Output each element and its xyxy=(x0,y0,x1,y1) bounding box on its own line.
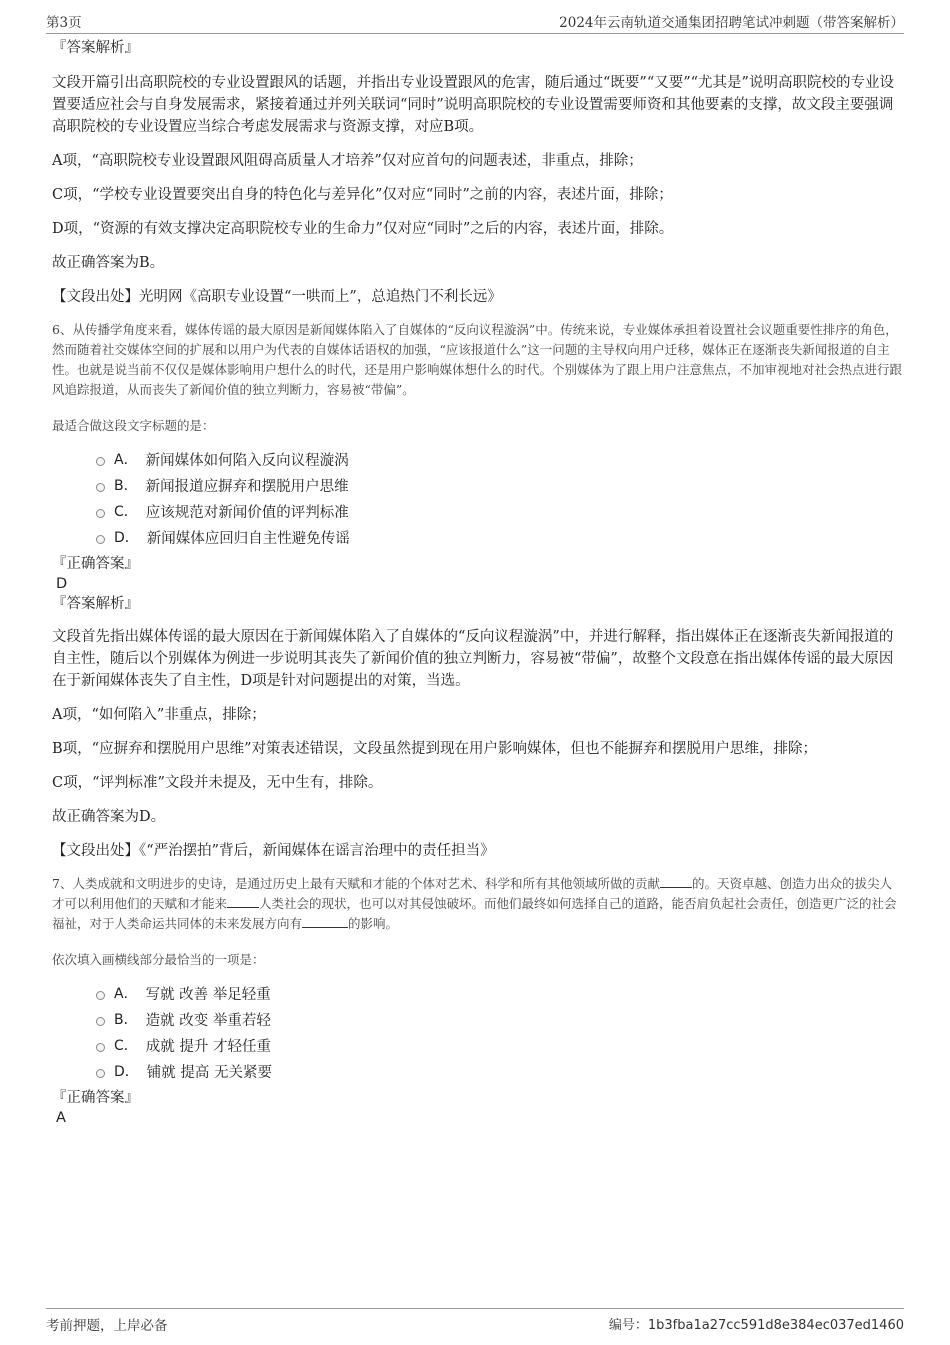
radio-icon[interactable] xyxy=(96,535,105,544)
analysis-option-d: D项，“资源的有效支撑决定高职院校专业的生命力”仅对应“同时”之后的内容，表述片面，排除。 xyxy=(52,221,674,237)
question-7-option-c[interactable]: C． 成就 提升 才轻任重 xyxy=(96,1032,902,1058)
radio-icon[interactable] xyxy=(96,1017,105,1026)
correct-answer: A xyxy=(56,1110,66,1126)
question-7-option-a[interactable]: A． 写就 改善 举足轻重 xyxy=(96,980,902,1006)
fill-blank-3 xyxy=(302,915,348,928)
page-header xyxy=(46,12,904,34)
fill-blank-1 xyxy=(660,875,692,888)
question-7-option-b[interactable]: B． 造就 改变 举重若轻 xyxy=(96,1006,902,1032)
correct-answer-label: 『正确答案』 xyxy=(52,1090,139,1106)
page-number: 第3页 xyxy=(46,15,82,31)
page-footer xyxy=(46,1308,904,1334)
answer-analysis-label: 『答案解析』 xyxy=(52,596,139,612)
analysis-option-a: A项，“高职院校专业设置跟风阻碍高质量人才培养”仅对应首句的问题表述，非重点，排除； xyxy=(52,153,643,169)
question-7-options xyxy=(96,980,902,1084)
question-6-stem: 6、从传播学角度来看，媒体传谣的最大原因是新闻媒体陷入了自媒体的“反向议程漩涡”中。传统来说，专业媒体承担着设置社会议题重要性排序的角色，然而随着社交媒体空间的扩展和以用户为代表的自媒体话语权的加强，“应该报道什么”这一问题的主导权向用户迁移，媒体正在逐渐丧失新闻报道的自主性。也就是说当前不仅仅是媒体影响用户想什么的时代，还是用户影响媒体想什么的时代。个别媒体为了跟上用户注意焦点，不加审视地对社会热点进行跟风追踪报道，从而丧失了新闻价值的独立判断力，容易被“带偏”。 xyxy=(52,322,903,397)
correct-answer: D xyxy=(56,576,68,592)
question-7-option-d[interactable]: D． 铺就 提高 无关紧要 xyxy=(96,1058,902,1084)
answer-analysis-text: 文段开篇引出高职院校的专业设置跟风的话题，并指出专业设置跟风的危害，随后通过“既要”“又要”“尤其是”说明高职院校的专业设置要适应社会与自身发展需求，紧接着通过并列关联词“同时”说明高职院校的专业设置需要师资和其他要素的支撑，故文段主要强调高职院校的专业设置应当综合考虑发展需求与资源支撑，对应B项。 xyxy=(52,75,894,135)
page-content xyxy=(52,38,902,1128)
question-6-option-b[interactable]: B． 新闻报道应摒弃和摆脱用户思维 xyxy=(96,472,902,498)
analysis-option-b: B项，“应摒弃和摆脱用户思维”对策表述错误，文段虽然提到现在用户影响媒体，但也不能摒弃和摆脱用户思维，排除； xyxy=(52,741,817,757)
radio-icon[interactable] xyxy=(96,991,105,1000)
radio-icon[interactable] xyxy=(96,509,105,518)
passage-source: 【文段出处】《“严治摆拍”背后，新闻媒体在谣言治理中的责任担当》 xyxy=(52,843,495,859)
correct-answer-label: 『正确答案』 xyxy=(52,556,139,572)
analysis-option-c: C项，“评判标准”文段并未提及，无中生有，排除。 xyxy=(52,775,383,791)
analysis-option-c: C项，“学校专业设置要突出自身的特色化与差异化”仅对应“同时”之前的内容，表述片面，排除； xyxy=(52,187,673,203)
question-6-option-d[interactable]: D． 新闻媒体应回归自主性避免传谣 xyxy=(96,524,902,550)
radio-icon[interactable] xyxy=(96,1069,105,1078)
fill-blank-2 xyxy=(227,895,259,908)
passage-source: 【文段出处】光明网《高职专业设置“一哄而上”，总追热门不利长远》 xyxy=(52,289,502,305)
question-6-option-c[interactable]: C． 应该规范对新闻价值的评判标准 xyxy=(96,498,902,524)
radio-icon[interactable] xyxy=(96,457,105,466)
document-id: 编号：1b3fba1a27cc591d8e384ec037ed1460 xyxy=(608,1318,904,1333)
question-7-stem: 7、人类成就和文明进步的史诗，是通过历史上最有天赋和才能的个体对艺术、科学和所有其他领域所做的贡献 的。天资卓越、创造力出众的拔尖人才可以利用他们的天赋和才能来 人类社会的现状，也可以对其侵蚀破坏。而他们最终如何选择自己的道路，能否肩负起社会责任，创造更广泛的社会福祉，对于人类命运共同体的未来发展方向有 的影响。 xyxy=(52,876,897,931)
question-6-options xyxy=(96,446,902,550)
answer-analysis-label: 『答案解析』 xyxy=(52,40,139,56)
question-7-prompt: 依次填入画横线部分最恰当的一项是： xyxy=(52,952,265,967)
radio-icon[interactable] xyxy=(96,1043,105,1052)
answer-conclusion: 故正确答案为D。 xyxy=(52,809,166,825)
radio-icon[interactable] xyxy=(96,483,105,492)
question-6-prompt: 最适合做这段文字标题的是： xyxy=(52,418,215,433)
footer-slogan: 考前押题，上岸必备 xyxy=(46,1318,168,1334)
document-title: 2024年云南轨道交通集团招聘笔试冲刺题（带答案解析） xyxy=(559,15,904,31)
answer-analysis-text: 文段首先指出媒体传谣的最大原因在于新闻媒体陷入了自媒体的“反向议程漩涡”中，并进行解释，指出媒体正在逐渐丧失新闻报道的自主性，随后以个别媒体为例进一步说明其丧失了新闻价值的独立判断力，容易被“带偏”，故整个文段意在指出媒体传谣的最大原因在于新闻媒体丧失了自主性，D项是针对问题提出的对策，当选。 xyxy=(52,629,894,689)
answer-conclusion: 故正确答案为B。 xyxy=(52,255,165,271)
question-6-option-a[interactable]: A． 新闻媒体如何陷入反向议程漩涡 xyxy=(96,446,902,472)
analysis-option-a: A项，“如何陷入”非重点，排除； xyxy=(52,707,266,723)
